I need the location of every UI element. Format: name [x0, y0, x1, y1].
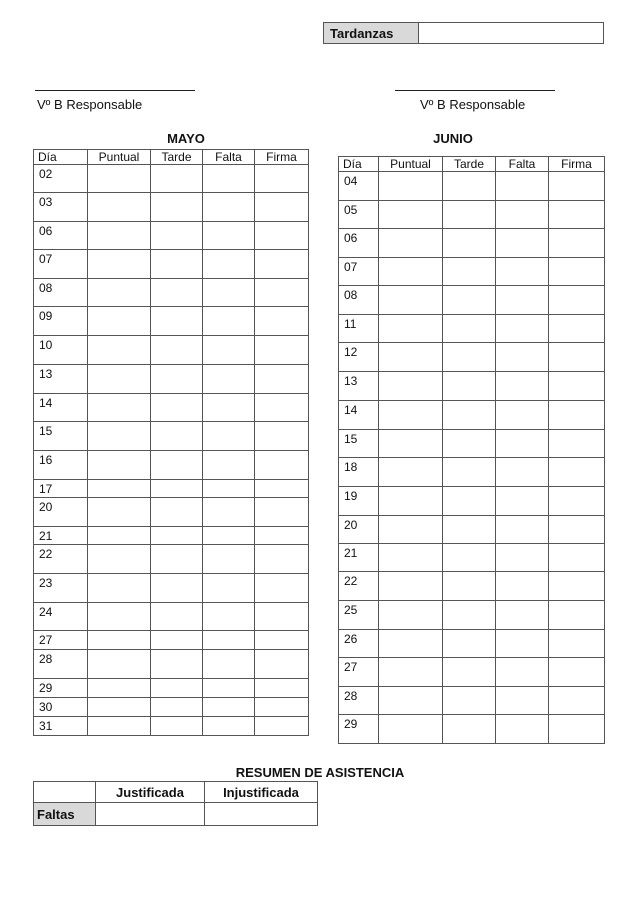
firma-cell[interactable]	[549, 286, 605, 315]
firma-cell[interactable]	[549, 201, 605, 229]
day-number: 23	[34, 574, 88, 603]
tarde-cell[interactable]	[151, 193, 203, 222]
summary-header-blank	[34, 782, 96, 803]
falta-cell[interactable]	[496, 343, 549, 372]
summary-row-label: Faltas	[34, 803, 96, 826]
falta-cell[interactable]	[496, 229, 549, 258]
tarde-cell[interactable]	[443, 544, 496, 572]
tarde-cell[interactable]	[151, 603, 203, 631]
falta-cell[interactable]	[203, 650, 255, 679]
falta-cell[interactable]	[496, 201, 549, 229]
falta-cell[interactable]	[203, 222, 255, 250]
puntual-cell[interactable]	[379, 487, 443, 516]
falta-cell[interactable]	[496, 516, 549, 544]
tarde-cell[interactable]	[151, 279, 203, 307]
day-number: 31	[34, 717, 88, 736]
falta-cell[interactable]	[496, 430, 549, 458]
falta-cell[interactable]	[203, 422, 255, 451]
falta-cell[interactable]	[203, 480, 255, 498]
falta-cell[interactable]	[496, 258, 549, 286]
day-row	[34, 451, 309, 480]
firma-cell[interactable]	[255, 250, 309, 279]
firma-cell[interactable]	[255, 527, 309, 545]
day-number: 14	[34, 394, 88, 422]
summary-header-injustificada: Injustificada	[205, 782, 318, 803]
falta-cell[interactable]	[496, 286, 549, 315]
puntual-cell[interactable]	[379, 401, 443, 430]
falta-cell[interactable]	[203, 631, 255, 650]
firma-cell[interactable]	[255, 336, 309, 365]
column-header-dia: Día	[339, 157, 379, 172]
puntual-cell[interactable]	[379, 572, 443, 601]
falta-cell[interactable]	[203, 451, 255, 480]
puntual-cell[interactable]	[88, 193, 151, 222]
tarde-cell[interactable]	[443, 630, 496, 658]
day-row	[34, 498, 309, 527]
day-row	[339, 572, 605, 601]
puntual-cell[interactable]	[379, 343, 443, 372]
day-number: 08	[34, 279, 88, 307]
tarde-cell[interactable]	[151, 574, 203, 603]
falta-cell[interactable]	[496, 601, 549, 630]
faltas-justificada-cell[interactable]	[96, 803, 205, 826]
puntual-cell[interactable]	[379, 601, 443, 630]
puntual-cell[interactable]	[88, 545, 151, 574]
tarde-cell[interactable]	[443, 229, 496, 258]
puntual-cell[interactable]	[379, 658, 443, 687]
falta-cell[interactable]	[496, 687, 549, 715]
tarde-cell[interactable]	[443, 487, 496, 516]
falta-cell[interactable]	[496, 658, 549, 687]
puntual-cell[interactable]	[379, 315, 443, 343]
column-header-falta: Falta	[203, 150, 255, 165]
puntual-cell[interactable]	[88, 279, 151, 307]
falta-cell[interactable]	[203, 307, 255, 336]
firma-cell[interactable]	[255, 650, 309, 679]
tardanzas-value-cell[interactable]	[419, 23, 604, 44]
day-row	[34, 222, 309, 250]
signature-line-right[interactable]	[395, 90, 555, 91]
firma-cell[interactable]	[255, 603, 309, 631]
day-number: 27	[34, 631, 88, 650]
day-number: 28	[34, 650, 88, 679]
signature-label-left: Vº B Responsable	[37, 97, 143, 112]
tarde-cell[interactable]	[443, 258, 496, 286]
falta-cell[interactable]	[203, 279, 255, 307]
falta-cell[interactable]	[203, 527, 255, 545]
day-row	[34, 698, 309, 717]
firma-cell[interactable]	[255, 498, 309, 527]
firma-cell[interactable]	[255, 717, 309, 736]
tarde-cell[interactable]	[443, 401, 496, 430]
firma-cell[interactable]	[255, 165, 309, 193]
firma-cell[interactable]	[549, 172, 605, 201]
day-row	[339, 430, 605, 458]
puntual-cell[interactable]	[379, 687, 443, 715]
day-number: 18	[339, 458, 379, 487]
falta-cell[interactable]	[496, 401, 549, 430]
summary-title: RESUMEN DE ASISTENCIA	[235, 765, 405, 780]
day-number: 05	[339, 201, 379, 229]
puntual-cell[interactable]	[88, 717, 151, 736]
falta-cell[interactable]	[203, 394, 255, 422]
month-title-mayo: MAYO	[167, 131, 205, 146]
firma-cell[interactable]	[549, 315, 605, 343]
day-row	[34, 480, 309, 498]
tarde-cell[interactable]	[443, 372, 496, 401]
firma-cell[interactable]	[549, 544, 605, 572]
falta-cell[interactable]	[203, 679, 255, 698]
falta-cell[interactable]	[496, 172, 549, 201]
falta-cell[interactable]	[496, 572, 549, 601]
day-number: 06	[34, 222, 88, 250]
puntual-cell[interactable]	[88, 365, 151, 394]
header-row	[339, 157, 605, 172]
summary-header-justificada: Justificada	[96, 782, 205, 803]
day-row	[34, 574, 309, 603]
falta-cell[interactable]	[203, 698, 255, 717]
tarde-cell[interactable]	[443, 715, 496, 744]
tarde-cell[interactable]	[151, 717, 203, 736]
day-number: 21	[34, 527, 88, 545]
day-number: 12	[339, 343, 379, 372]
day-number: 19	[339, 487, 379, 516]
day-number: 20	[339, 516, 379, 544]
day-number: 11	[339, 315, 379, 343]
tarde-cell[interactable]	[443, 172, 496, 201]
puntual-cell[interactable]	[379, 715, 443, 744]
day-row	[339, 343, 605, 372]
firma-cell[interactable]	[255, 631, 309, 650]
firma-cell[interactable]	[255, 307, 309, 336]
firma-cell[interactable]	[549, 687, 605, 715]
tarde-cell[interactable]	[151, 394, 203, 422]
firma-cell[interactable]	[255, 698, 309, 717]
firma-cell[interactable]	[255, 679, 309, 698]
firma-cell[interactable]	[549, 715, 605, 744]
day-number: 10	[34, 336, 88, 365]
puntual-cell[interactable]	[88, 165, 151, 193]
tarde-cell[interactable]	[443, 658, 496, 687]
firma-cell[interactable]	[549, 658, 605, 687]
puntual-cell[interactable]	[88, 451, 151, 480]
puntual-cell[interactable]	[88, 307, 151, 336]
day-row	[34, 717, 309, 736]
day-row	[339, 630, 605, 658]
tarde-cell[interactable]	[151, 165, 203, 193]
day-number: 17	[34, 480, 88, 498]
day-number: 20	[34, 498, 88, 527]
day-number: 27	[339, 658, 379, 687]
tarde-cell[interactable]	[151, 365, 203, 394]
falta-cell[interactable]	[496, 715, 549, 744]
tarde-cell[interactable]	[151, 527, 203, 545]
signature-line-left[interactable]	[35, 90, 195, 91]
day-row	[34, 250, 309, 279]
day-row	[339, 372, 605, 401]
falta-cell[interactable]	[203, 193, 255, 222]
firma-cell[interactable]	[255, 480, 309, 498]
attendance-table-junio	[338, 156, 605, 744]
day-row	[339, 401, 605, 430]
firma-cell[interactable]	[255, 365, 309, 394]
puntual-cell[interactable]	[88, 574, 151, 603]
falta-cell[interactable]	[203, 603, 255, 631]
tarde-cell[interactable]	[443, 458, 496, 487]
attendance-table-mayo	[33, 149, 309, 736]
column-header-tarde: Tarde	[151, 150, 203, 165]
day-row	[34, 365, 309, 394]
firma-cell[interactable]	[549, 372, 605, 401]
tarde-cell[interactable]	[151, 698, 203, 717]
puntual-cell[interactable]	[88, 603, 151, 631]
day-row	[34, 394, 309, 422]
tarde-cell[interactable]	[151, 631, 203, 650]
day-number: 14	[339, 401, 379, 430]
column-header-firma: Firma	[549, 157, 605, 172]
day-number: 07	[339, 258, 379, 286]
tarde-cell[interactable]	[443, 601, 496, 630]
firma-cell[interactable]	[255, 222, 309, 250]
puntual-cell[interactable]	[88, 631, 151, 650]
puntual-cell[interactable]	[88, 422, 151, 451]
firma-cell[interactable]	[255, 451, 309, 480]
column-header-dia: Día	[34, 150, 88, 165]
firma-cell[interactable]	[549, 229, 605, 258]
firma-cell[interactable]	[255, 545, 309, 574]
tarde-cell[interactable]	[151, 679, 203, 698]
falta-cell[interactable]	[203, 574, 255, 603]
tarde-cell[interactable]	[443, 286, 496, 315]
tarde-cell[interactable]	[151, 451, 203, 480]
firma-cell[interactable]	[549, 601, 605, 630]
day-number: 09	[34, 307, 88, 336]
column-header-falta: Falta	[496, 157, 549, 172]
puntual-cell[interactable]	[379, 430, 443, 458]
falta-cell[interactable]	[203, 250, 255, 279]
falta-cell[interactable]	[496, 372, 549, 401]
puntual-cell[interactable]	[88, 480, 151, 498]
signature-label-right: Vº B Responsable	[420, 97, 526, 112]
day-row	[34, 279, 309, 307]
day-row	[339, 258, 605, 286]
faltas-injustificada-cell[interactable]	[205, 803, 318, 826]
falta-cell[interactable]	[203, 336, 255, 365]
puntual-cell[interactable]	[379, 630, 443, 658]
tarde-cell[interactable]	[151, 422, 203, 451]
puntual-cell[interactable]	[88, 394, 151, 422]
day-row	[339, 487, 605, 516]
puntual-cell[interactable]	[88, 527, 151, 545]
day-number: 03	[34, 193, 88, 222]
puntual-cell[interactable]	[379, 229, 443, 258]
day-row	[34, 650, 309, 679]
puntual-cell[interactable]	[379, 286, 443, 315]
falta-cell[interactable]	[203, 545, 255, 574]
day-number: 13	[339, 372, 379, 401]
puntual-cell[interactable]	[379, 516, 443, 544]
day-number: 30	[34, 698, 88, 717]
day-row	[339, 601, 605, 630]
tarde-cell[interactable]	[151, 222, 203, 250]
day-number: 22	[34, 545, 88, 574]
tardanzas-label: Tardanzas	[324, 23, 419, 44]
firma-cell[interactable]	[255, 279, 309, 307]
puntual-cell[interactable]	[379, 201, 443, 229]
puntual-cell[interactable]	[88, 250, 151, 279]
firma-cell[interactable]	[549, 401, 605, 430]
tarde-cell[interactable]	[151, 650, 203, 679]
firma-cell[interactable]	[549, 516, 605, 544]
puntual-cell[interactable]	[379, 372, 443, 401]
month-title-junio: JUNIO	[433, 131, 473, 146]
day-number: 16	[34, 451, 88, 480]
day-number: 07	[34, 250, 88, 279]
day-row	[339, 715, 605, 744]
tarde-cell[interactable]	[151, 250, 203, 279]
day-row	[339, 315, 605, 343]
falta-cell[interactable]	[203, 498, 255, 527]
tarde-cell[interactable]	[443, 572, 496, 601]
puntual-cell[interactable]	[88, 222, 151, 250]
day-row	[34, 545, 309, 574]
puntual-cell[interactable]	[88, 336, 151, 365]
day-row	[339, 687, 605, 715]
day-row	[339, 229, 605, 258]
firma-cell[interactable]	[255, 422, 309, 451]
falta-cell[interactable]	[496, 544, 549, 572]
firma-cell[interactable]	[549, 630, 605, 658]
day-number: 22	[339, 572, 379, 601]
puntual-cell[interactable]	[88, 498, 151, 527]
day-row	[339, 286, 605, 315]
day-number: 24	[34, 603, 88, 631]
falta-cell[interactable]	[496, 458, 549, 487]
firma-cell[interactable]	[255, 574, 309, 603]
day-number: 21	[339, 544, 379, 572]
falta-cell[interactable]	[203, 365, 255, 394]
firma-cell[interactable]	[255, 193, 309, 222]
day-number: 04	[339, 172, 379, 201]
day-row	[34, 336, 309, 365]
day-number: 13	[34, 365, 88, 394]
day-number: 29	[339, 715, 379, 744]
day-row	[34, 527, 309, 545]
falta-cell[interactable]	[496, 630, 549, 658]
firma-cell[interactable]	[549, 572, 605, 601]
firma-cell[interactable]	[549, 487, 605, 516]
day-row	[34, 422, 309, 451]
day-number: 15	[34, 422, 88, 451]
day-row	[34, 165, 309, 193]
day-number: 25	[339, 601, 379, 630]
firma-cell[interactable]	[549, 458, 605, 487]
puntual-cell[interactable]	[88, 679, 151, 698]
day-row	[339, 516, 605, 544]
puntual-cell[interactable]	[379, 258, 443, 286]
day-row	[339, 658, 605, 687]
day-number: 08	[339, 286, 379, 315]
day-row	[34, 193, 309, 222]
tarde-cell[interactable]	[151, 307, 203, 336]
day-row	[339, 458, 605, 487]
tarde-cell[interactable]	[151, 336, 203, 365]
day-number: 06	[339, 229, 379, 258]
tarde-cell[interactable]	[151, 480, 203, 498]
day-number: 26	[339, 630, 379, 658]
day-number: 15	[339, 430, 379, 458]
tarde-cell[interactable]	[151, 498, 203, 527]
day-number: 29	[34, 679, 88, 698]
puntual-cell[interactable]	[379, 458, 443, 487]
header-row	[34, 150, 309, 165]
tarde-cell[interactable]	[443, 516, 496, 544]
summary-table	[33, 781, 318, 826]
day-row	[339, 201, 605, 229]
firma-cell[interactable]	[255, 394, 309, 422]
tardanzas-table	[323, 22, 604, 44]
day-number: 28	[339, 687, 379, 715]
day-number: 02	[34, 165, 88, 193]
puntual-cell[interactable]	[88, 698, 151, 717]
falta-cell[interactable]	[203, 717, 255, 736]
falta-cell[interactable]	[496, 315, 549, 343]
falta-cell[interactable]	[496, 487, 549, 516]
puntual-cell[interactable]	[379, 544, 443, 572]
tarde-cell[interactable]	[443, 430, 496, 458]
tarde-cell[interactable]	[443, 201, 496, 229]
firma-cell[interactable]	[549, 430, 605, 458]
tarde-cell[interactable]	[151, 545, 203, 574]
day-row	[34, 679, 309, 698]
puntual-cell[interactable]	[379, 172, 443, 201]
falta-cell[interactable]	[203, 165, 255, 193]
tarde-cell[interactable]	[443, 687, 496, 715]
puntual-cell[interactable]	[88, 650, 151, 679]
column-header-firma: Firma	[255, 150, 309, 165]
tarde-cell[interactable]	[443, 343, 496, 372]
day-row	[339, 172, 605, 201]
firma-cell[interactable]	[549, 258, 605, 286]
day-row	[34, 307, 309, 336]
column-header-puntual: Puntual	[88, 150, 151, 165]
day-row	[34, 603, 309, 631]
firma-cell[interactable]	[549, 343, 605, 372]
day-row	[34, 631, 309, 650]
tarde-cell[interactable]	[443, 315, 496, 343]
column-header-puntual: Puntual	[379, 157, 443, 172]
column-header-tarde: Tarde	[443, 157, 496, 172]
day-row	[339, 544, 605, 572]
